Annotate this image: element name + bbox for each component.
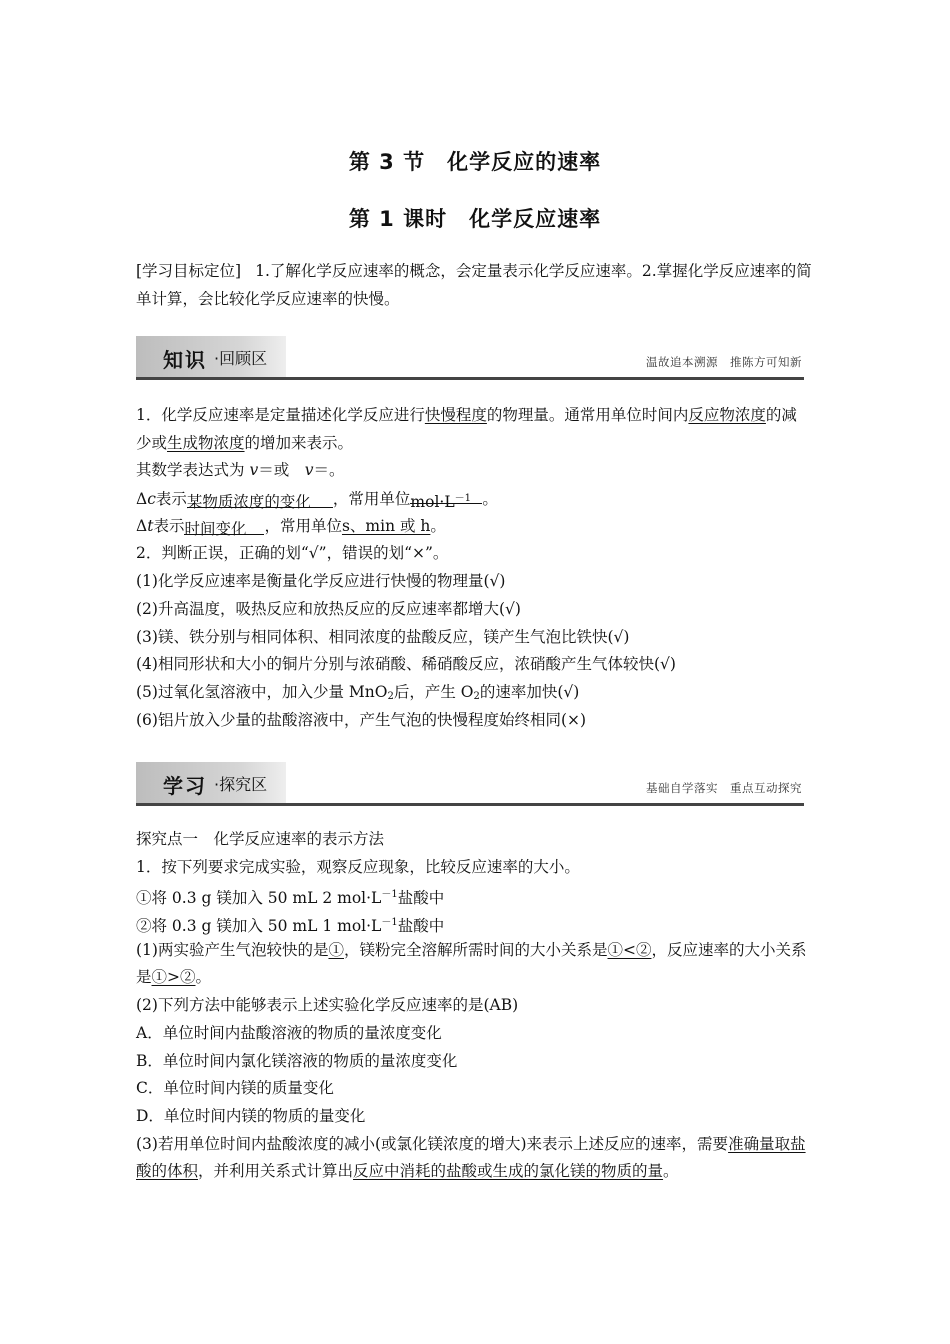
judge-item: (1)化学反应速率是衡量化学反应进行快慢的物理量(√) [136,572,506,591]
goals-text: 1.了解化学反应速率的概念，会定量表示化学反应速率。2.掌握化学反应速率的简单计算，会比较化学反应速率的快慢。 [136,262,812,308]
answer-blank: s、min 或 h [341,516,431,535]
judge-item [136,679,808,707]
text: 1．化学反应速率是定量描述化学反应进行 [136,406,425,424]
review-paragraph-1 [136,402,808,457]
text: (1)两实验产生气泡较快的是 [136,940,329,959]
answer-blank: 反应物浓度 [688,406,766,424]
option-a: A．单位时间内盐酸溶液的物质的量浓度变化 [136,1023,442,1042]
review-banner-motto: 温故追本溯源 推陈方可知新 [646,355,802,369]
text: 。 [430,516,446,535]
section-title: 第 3 节 化学反应的速率 [348,150,602,174]
answer-blank: ① [328,940,344,959]
review-section [136,402,808,734]
experiment-1 [136,881,808,909]
subscript: 2 [473,690,480,702]
text: ，常用单位 [332,490,411,509]
explore-banner-rule [136,803,804,806]
delta-t-line [136,513,808,541]
option-d: D．单位时间内镁的物质的量变化 [136,1106,366,1125]
text: 某物质浓度的变化 [186,493,311,512]
text: 的物理量。通常用单位时间内 [486,406,689,424]
answer-blank: 生成物浓度 [167,433,245,452]
explore-section [136,826,808,1186]
subscript: 2 [387,690,394,702]
text: (3)若用单位时间内盐酸浓度的减小(或氯化镁浓度的增大)来表示上述反应的速率，需要 [136,1134,729,1153]
judge-item: (6)铝片放入少量的盐酸溶液中，产生气泡的快慢程度始终相同(×) [136,710,587,729]
answer-blank [410,485,482,512]
text: 的增加来表示。 [244,433,354,452]
text: ，并利用关系式计算出 [198,1162,354,1181]
text: 。 [663,1162,679,1181]
review-banner-subtitle: ·回顾区 [214,349,268,368]
answer-blank: 反应中消耗的盐酸或生成的氯化镁的物质的量 [353,1162,664,1181]
text: ，常用单位 [264,516,342,535]
superscript: －1 [381,917,398,929]
review-banner [136,336,804,382]
answer-blank [186,489,333,512]
sub-question-2: (2)下列方法中能够表示上述实验化学反应速率的是(AB) [136,996,519,1015]
text: (5)过氧化氢溶液中，加入少量 MnO [136,682,388,701]
sub-question-1 [136,937,808,992]
text: 盐酸中 [397,889,445,908]
text: 表示 [155,490,187,509]
var-t: t [147,516,154,535]
review-banner-tab [136,336,286,379]
text: Δ [136,516,148,535]
answer-blank: 准确量取盐酸的体积 [136,1134,806,1181]
judge-item: (2)升高温度，吸热反应和放热反应的反应速率都增大(√) [136,599,521,618]
judge-item: (3)镁、铁分别与相同体积、相同浓度的盐酸反应，镁产生气泡比铁快(√) [136,627,630,646]
sub-question-3 [136,1131,808,1186]
unit-text: mol·L [410,493,455,512]
option-b: B．单位时间内氯化镁溶液的物质的量浓度变化 [136,1051,458,1070]
explore-banner [136,762,804,808]
text: ，镁粉完全溶解所需时间的大小关系是 [343,940,608,959]
explore-banner-tab [136,762,286,805]
option-c: C．单位时间内镁的质量变化 [136,1079,334,1098]
review-banner-rule [136,377,804,380]
experiment-2 [136,909,808,937]
explore-banner-title: 学习 [163,774,207,798]
answer-blank: 快慢程度 [424,406,487,424]
explore-question-1: 1．按下列要求完成实验，观察反应现象，比较反应速率的大小。 [136,857,580,876]
judge-item: (4)相同形状和大小的铜片分别与浓硝酸、稀硝酸反应，浓硝酸产生气体较快(√) [136,655,676,674]
rate-formula [136,457,808,485]
superscript: －1 [381,889,398,901]
text: 的减少或 [136,406,797,452]
text: 盐酸中 [397,917,445,936]
text: 。 [482,490,498,509]
explore-banner-subtitle: ·探究区 [214,775,268,794]
text: 时间变化 [184,519,247,538]
answer-blank [184,516,264,538]
var-c: c [147,490,156,509]
text: ＝。 [313,461,345,480]
text: 。 [195,968,212,987]
superscript: －1 [454,493,472,505]
text: 表示 [153,516,185,535]
var-v: v [249,461,259,480]
lesson-title: 第 1 课时 化学反应速率 [348,207,602,231]
text: 后，产生 O [393,682,474,701]
text: ①将 0.3 g 镁加入 50 mL 2 mol·L [136,889,382,908]
text: 的速率加快(√) [479,682,580,701]
text: ②将 0.3 g 镁加入 50 mL 1 mol·L [136,917,382,936]
text: 其数学表达式为 [136,461,250,480]
goals-label: [学习目标定位] [136,262,242,280]
explore-banner-motto: 基础自学落实 重点互动探究 [646,781,802,795]
answer-blank: ①>② [151,968,196,987]
text: ，反应速率的大小关系是 [136,940,807,987]
var-v: v [304,461,314,480]
delta-c-line [136,485,808,513]
review-banner-title: 知识 [163,348,207,372]
explore-point-heading: 探究点一 化学反应速率的表示方法 [136,830,385,848]
question-2-intro: 2．判断正误，正确的划“√”，错误的划“×”。 [136,544,449,563]
answer-blank: ①<② [607,940,652,959]
text: ＝或 [258,461,305,480]
text: Δ [136,490,148,509]
learning-goals [136,257,816,313]
